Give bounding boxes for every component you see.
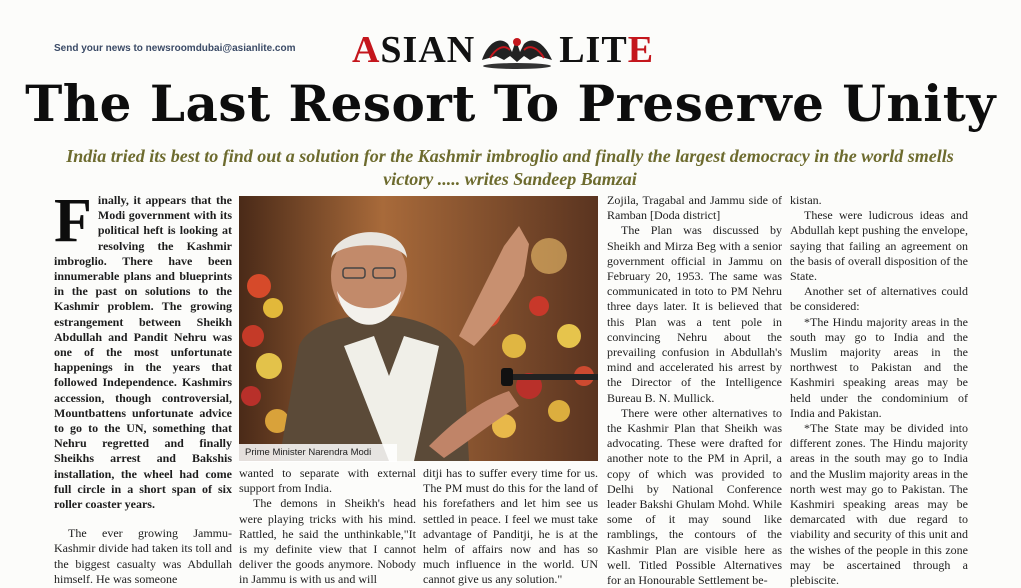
lead-column [54,187,232,586]
drop-cap: F [54,187,92,255]
lead-paragraph [54,187,232,512]
column-5 [790,193,968,588]
col5-paragraph-5: *The State may be divided into different zones. The Hindu majority areas in the south may go to India and the Muslim majority areas in the north west may go to Pakistan. The Kashmiri speaking areas may be demarcated with due regard to viability and security of this unit and the wishes of the people in this zone may be ascertained through a plebiscite. [790,421,968,588]
column-2 [239,466,416,587]
lead-paragraph-2: The ever growing Jammu-Kashmir divide had taken its toll and the biggest casualty was Abdullah himself. He was someone [54,526,232,586]
masthead-lite: LITE [559,29,655,71]
modi-photo [239,196,598,461]
photo-caption: Prime Minister Narendra Modi [239,444,397,462]
article-deck: India tried its best to find out a solution for the Kashmir imbroglio and finally the largest democracy in the world smells victory ..... writes Sandeep Bamzai [66,146,954,189]
col2-paragraph-1: wanted to separate with external support from India. [239,466,416,496]
col5-paragraph-3: Another set of alternatives could be considered: [790,284,968,314]
col2-paragraph-2: The demons in Sheikh's head were playing tricks with his mind. Rattled, he said the unthinkable,"It is my definite view that I cannot deliver the goods anymore. Nobody in Jammu is with us and will [239,496,416,587]
column-4 [607,193,782,588]
col5-paragraph-4: *The Hindu majority areas in the south may go to India and the Muslim majority areas in the northwest to Pakistan and the Kashmiri speaking areas may be held under the condominium of India and Pakistan. [790,314,968,420]
col4-paragraph-2: The Plan was discussed by Sheikh and Mirza Beg with a senior government official in Jammu on February 20, 1953. The same was communicated in toto to PM Nehru three days later. It is believed that this Plan was a tent pole in convincing Nehru about the prevailing confusion in Abdullah's mind and accelerated his arrest by the Director of the Intelligence Bureau B. N. Mullick. [607,223,782,405]
lead-text: inally, it appears that the Modi government with its political heft is looking at resolving the Kashmir imbroglio. There have been innumerable plans and blueprints in the past on solutions to the Kashmir problem. The growing estrangement between Sheikh Abdullah and Pandit Nehru was one of the most unfortunate happenings in the years that followed Independence. Kashmirs accession, though controversial, Mountbattens unfortunate advice to go to the UN, something that Nehru regretted and finally Sheikhs arrest and Bakshis installation, the wheel had come full circle in a short span of six roller coaster years. [54,193,232,512]
col4-paragraph-1: Zojila, Tragabal and Jammu side of Ramban [Doda district] [607,193,782,223]
photo-illustration [239,196,598,461]
column-3 [423,466,598,587]
submission-contact: Send your news to newsroomdubai@asianlite.com [54,43,296,54]
col5-paragraph-2: These were ludicrous ideas and Abdullah kept pushing the envelope, saying that failing an agreement on the basis of overall disposition of the State. [790,208,968,284]
article-headline: The Last Resort To Preserve Unity [25,74,996,133]
masthead-a-red: A [351,29,381,71]
eagle-emblem-icon [478,30,556,70]
masthead-asian: ASIAN [351,29,476,71]
masthead-logo [338,28,668,72]
col4-paragraph-3: There were other alternatives to the Kashmir Plan that Sheikh was advocating. These were drafted for another note to the PM in April, a copy of which was provided to Delhi by National Conference leader Bakshi Ghulam Mohd. While some of it may sound like ramblings, the contours of the Kashmir Plan are visible here as well. Titled Possible Alternatives for an Honourable Settlement be- [607,405,782,588]
col3-paragraph-1: ditji has to suffer every time for us. The PM must do this for the land of his forefathers and let him see us settled in peace. I feel we must take advantage of Panditji, he is at the helm of affairs now and has so much influence in the world. UN cannot give us any solution." [423,466,598,587]
col5-paragraph-1: kistan. [790,193,822,207]
masthead-e-red: E [627,29,655,71]
